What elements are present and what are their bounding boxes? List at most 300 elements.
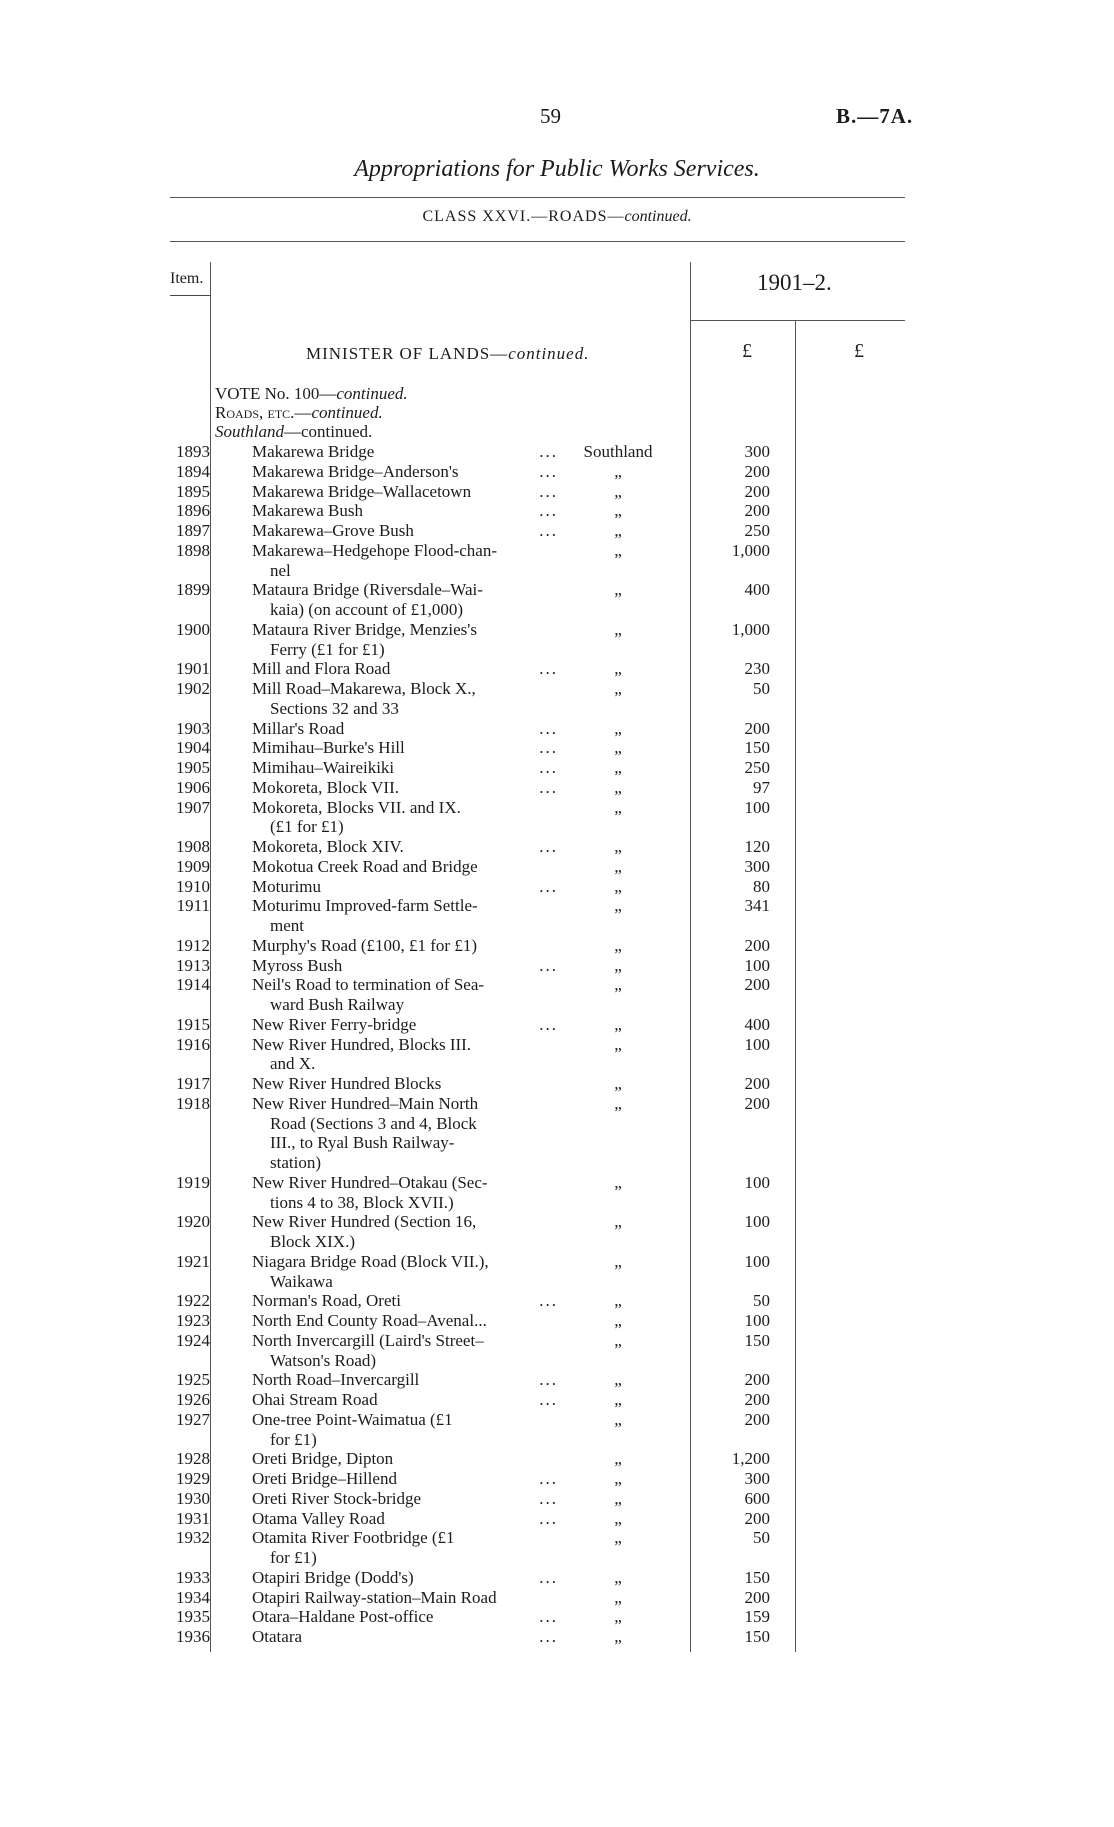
pound-column-header-1: £ xyxy=(742,340,752,362)
item-description xyxy=(252,1449,562,1469)
description-text: Mimihau–Burke's Hill xyxy=(252,738,405,758)
document-reference: B.—7A. xyxy=(836,104,914,128)
amount: 200 xyxy=(744,501,770,521)
district: „ xyxy=(614,1488,622,1508)
description-text: Ohai Stream Road xyxy=(252,1390,378,1409)
item-number: 1908 xyxy=(176,837,210,856)
item-number: 1901 xyxy=(176,659,210,679)
description-text: Mokoreta, Block VII. xyxy=(252,777,399,797)
leader-dots: ... xyxy=(539,481,558,501)
table-row xyxy=(160,1311,780,1331)
description-text: Otapiri Railway-station–Main Road xyxy=(252,1587,497,1607)
description-continuation: (£1 for £1) xyxy=(270,817,344,837)
description-line xyxy=(252,1370,562,1390)
description-line xyxy=(252,1627,562,1647)
district: „ xyxy=(614,718,622,738)
description-text: Otatara xyxy=(252,1627,303,1646)
item-number: 1922 xyxy=(176,1291,210,1311)
district: „ xyxy=(614,1449,622,1469)
item-description xyxy=(252,778,562,798)
leader-dots: ... xyxy=(539,1627,558,1646)
item-number: 1931 xyxy=(176,1508,210,1528)
item-description xyxy=(252,975,562,1015)
table-row xyxy=(160,1291,780,1311)
table-row xyxy=(160,482,780,502)
district: „ xyxy=(614,777,622,797)
amount: 97 xyxy=(753,777,770,797)
description-line xyxy=(252,541,562,561)
item-number: 1919 xyxy=(176,1172,210,1192)
table-row xyxy=(160,1509,780,1529)
amount: 1,000 xyxy=(731,540,770,560)
item-description xyxy=(252,719,562,739)
district: „ xyxy=(614,1390,622,1409)
description-line xyxy=(252,837,562,857)
description-text: North End County Road–Avenal... xyxy=(252,1311,487,1330)
item-number: 1905 xyxy=(176,758,210,777)
leader-dots: ... xyxy=(539,1469,558,1488)
item-description xyxy=(252,1311,562,1331)
description-text: Niagara Bridge Road (Block VII.), xyxy=(252,1251,489,1271)
vote-heading: VOTE No. 100—continued. xyxy=(215,384,408,403)
table-row xyxy=(160,1588,780,1608)
amount: 200 xyxy=(744,1587,770,1607)
item-number: 1914 xyxy=(176,975,210,995)
leader-dots: ... xyxy=(539,1370,558,1390)
leader-dots: ... xyxy=(539,837,558,856)
description-line xyxy=(252,896,562,916)
table-row xyxy=(160,1035,780,1075)
description-text: Oreti River Stock-bridge xyxy=(252,1488,422,1508)
amount: 200 xyxy=(744,461,770,481)
description-line xyxy=(252,1449,562,1469)
item-number: 1934 xyxy=(176,1587,210,1607)
table-row xyxy=(160,1528,780,1568)
item-description xyxy=(252,1607,562,1627)
description-continuation: Road (Sections 3 and 4, Block xyxy=(270,1113,477,1133)
description-continuation: Sections 32 and 33 xyxy=(270,698,399,718)
year-column-header: 1901–2. xyxy=(757,270,832,295)
description-line xyxy=(252,1469,562,1489)
description-line xyxy=(252,679,562,699)
description-text: Millar's Road xyxy=(252,718,345,738)
description-text: Mokoreta, Blocks VII. and IX. xyxy=(252,797,461,817)
item-description xyxy=(252,1528,562,1568)
amount: 150 xyxy=(744,1627,770,1646)
table-row xyxy=(160,679,780,719)
table-row xyxy=(160,1410,780,1450)
amount: 230 xyxy=(744,659,770,679)
amount: 600 xyxy=(744,1488,770,1508)
description-line xyxy=(252,738,562,758)
item-number: 1927 xyxy=(176,1409,210,1429)
amount: 1,200 xyxy=(731,1449,770,1469)
table-row xyxy=(160,778,780,798)
table-row xyxy=(160,956,780,976)
leader-dots: ... xyxy=(539,876,558,896)
description-text: Makarewa–Hedgehope Flood-chan- xyxy=(252,540,497,560)
description-text: Makarewa Bush xyxy=(252,501,363,521)
amount: 200 xyxy=(744,1074,770,1093)
item-header-underline xyxy=(170,295,210,296)
description-line xyxy=(252,1568,562,1588)
description-line xyxy=(252,1528,562,1548)
item-number: 1910 xyxy=(176,876,210,896)
description-text: Otara–Haldane Post-office xyxy=(252,1607,434,1627)
leader-dots: ... xyxy=(539,659,558,679)
table-row xyxy=(160,738,780,758)
region-heading: Southland—continued. xyxy=(215,422,373,441)
table-row xyxy=(160,541,780,581)
amount: 400 xyxy=(744,580,770,600)
leader-dots: ... xyxy=(539,521,558,540)
class-heading: CLASS XXVI.—ROADS—continued. xyxy=(422,208,692,225)
district: „ xyxy=(614,1330,622,1350)
description-continuation: and X. xyxy=(270,1054,316,1074)
item-description xyxy=(252,1390,562,1410)
amount: 200 xyxy=(744,1390,770,1409)
description-line xyxy=(252,1212,562,1232)
description-continuation: Watson's Road) xyxy=(270,1350,377,1370)
table-row xyxy=(160,1094,780,1173)
amount: 300 xyxy=(744,442,770,461)
item-number: 1893 xyxy=(176,442,210,461)
table-row xyxy=(160,1252,780,1292)
description-text: Oreti Bridge, Dipton xyxy=(252,1449,394,1469)
district: „ xyxy=(614,837,622,856)
item-number: 1911 xyxy=(176,896,210,916)
item-number: 1903 xyxy=(176,718,210,738)
amount: 200 xyxy=(744,718,770,738)
leader-dots: ... xyxy=(539,955,558,975)
class-heading-rule xyxy=(170,241,905,242)
district: „ xyxy=(614,1607,622,1627)
item-description xyxy=(252,659,562,679)
amount: 200 xyxy=(744,1370,770,1390)
table-row xyxy=(160,1390,780,1410)
item-description xyxy=(252,620,562,660)
amount: 50 xyxy=(753,679,770,698)
year-header-rule xyxy=(690,320,905,321)
amount: 200 xyxy=(744,1508,770,1528)
table-row xyxy=(160,1469,780,1489)
amount: 100 xyxy=(744,1034,770,1054)
table-row xyxy=(160,1607,780,1627)
amount: 159 xyxy=(744,1607,770,1627)
district: „ xyxy=(614,1034,622,1054)
amount: 100 xyxy=(744,1311,770,1330)
item-description xyxy=(252,798,562,838)
district: „ xyxy=(614,1409,622,1429)
description-text: New River Ferry-bridge xyxy=(252,1014,417,1034)
district: „ xyxy=(614,1370,622,1390)
description-line xyxy=(252,659,562,679)
district: „ xyxy=(614,1627,622,1646)
table-row xyxy=(160,1627,780,1647)
description-text: New River Hundred (Section 16, xyxy=(252,1212,477,1232)
item-description xyxy=(252,521,562,541)
item-description xyxy=(252,1568,562,1588)
item-number: 1926 xyxy=(176,1390,210,1409)
amount: 200 xyxy=(744,481,770,501)
description-text: Makarewa Bridge–Wallacetown xyxy=(252,481,472,501)
district: Southland xyxy=(583,442,653,461)
item-number: 1916 xyxy=(176,1034,210,1054)
table-row xyxy=(160,837,780,857)
description-text: New River Hundred Blocks xyxy=(252,1074,442,1093)
item-number: 1936 xyxy=(176,1627,210,1646)
item-description xyxy=(252,1331,562,1371)
amount: 50 xyxy=(753,1528,770,1548)
description-text: North Invercargill (Laird's Street– xyxy=(252,1330,484,1350)
description-text: Otapiri Bridge (Dodd's) xyxy=(252,1567,414,1587)
district: „ xyxy=(614,1567,622,1587)
description-text: Mokotua Creek Road and Bridge xyxy=(252,856,478,876)
table-row xyxy=(160,877,780,897)
description-line xyxy=(252,956,562,976)
item-number: 1904 xyxy=(176,738,210,758)
description-continuation: kaia) (on account of £1,000) xyxy=(270,600,464,619)
district: „ xyxy=(614,1014,622,1034)
district: „ xyxy=(614,975,622,995)
description-text: North Road–Invercargill xyxy=(252,1370,420,1390)
table-row xyxy=(160,936,780,956)
item-number: 1894 xyxy=(176,461,210,481)
item-number: 1929 xyxy=(176,1469,210,1488)
item-description xyxy=(252,580,562,620)
description-line xyxy=(252,620,562,640)
minister-heading: MINISTER OF LANDS—continued. xyxy=(306,344,590,363)
table-row xyxy=(160,462,780,482)
description-text: Mimihau–Waireikiki xyxy=(252,758,395,777)
district: „ xyxy=(614,1251,622,1271)
table-row xyxy=(160,521,780,541)
item-number: 1933 xyxy=(176,1567,210,1587)
leader-dots: ... xyxy=(539,1607,558,1627)
item-number: 1895 xyxy=(176,481,210,501)
item-description xyxy=(252,896,562,936)
table-row xyxy=(160,501,780,521)
amount: 200 xyxy=(744,1409,770,1429)
item-description xyxy=(252,837,562,857)
description-text: Moturimu xyxy=(252,876,321,896)
description-line xyxy=(252,857,562,877)
district: „ xyxy=(614,955,622,975)
description-text: New River Hundred–Otakau (Sec- xyxy=(252,1172,488,1192)
description-continuation: station) xyxy=(270,1153,321,1172)
table-row xyxy=(160,580,780,620)
district: „ xyxy=(614,501,622,521)
table-row xyxy=(160,620,780,660)
item-description xyxy=(252,1212,562,1252)
description-line xyxy=(252,1015,562,1035)
leader-dots: ... xyxy=(539,1508,558,1528)
description-text: Mokoreta, Block XIV. xyxy=(252,837,404,856)
description-text: Otamita River Footbridge (£1 xyxy=(252,1528,455,1548)
description-line xyxy=(252,1094,562,1114)
description-line xyxy=(252,936,562,956)
table-row xyxy=(160,1173,780,1213)
item-description xyxy=(252,738,562,758)
amount: 120 xyxy=(744,837,770,856)
description-line xyxy=(252,462,562,482)
description-text: New River Hundred, Blocks III. xyxy=(252,1034,472,1054)
item-number: 1900 xyxy=(176,619,210,639)
district: „ xyxy=(614,540,622,560)
item-number: 1915 xyxy=(176,1014,210,1034)
item-description xyxy=(252,936,562,956)
item-number: 1925 xyxy=(176,1370,210,1390)
description-line xyxy=(252,580,562,600)
description-line xyxy=(252,521,562,541)
district: „ xyxy=(614,580,622,600)
district: „ xyxy=(614,521,622,540)
description-line xyxy=(252,1291,562,1311)
item-number: 1912 xyxy=(176,935,210,955)
table-row xyxy=(160,896,780,936)
description-line xyxy=(252,1390,562,1410)
description-text: Otama Valley Road xyxy=(252,1508,385,1528)
description-line xyxy=(252,1331,562,1351)
leader-dots: ... xyxy=(539,738,558,758)
description-line xyxy=(252,1035,562,1055)
description-continuation: ment xyxy=(270,916,304,935)
amount: 150 xyxy=(744,1330,770,1350)
district: „ xyxy=(614,758,622,777)
item-description xyxy=(252,482,562,502)
district: „ xyxy=(614,797,622,817)
description-line xyxy=(252,719,562,739)
item-description xyxy=(252,1588,562,1608)
item-column-header: Item. xyxy=(170,270,204,287)
amount: 100 xyxy=(744,955,770,975)
description-text: Mataura River Bridge, Menzies's xyxy=(252,619,477,639)
item-number: 1899 xyxy=(176,580,210,600)
description-text: Oreti Bridge–Hillend xyxy=(252,1469,397,1488)
description-continuation: Ferry (£1 for £1) xyxy=(270,639,385,659)
table-row xyxy=(160,1212,780,1252)
page-number: 59 xyxy=(540,104,561,128)
item-description xyxy=(252,1173,562,1213)
item-number: 1907 xyxy=(176,797,210,817)
description-line xyxy=(252,798,562,818)
item-description xyxy=(252,1509,562,1529)
description-text: New River Hundred–Main North xyxy=(252,1093,479,1113)
leader-dots: ... xyxy=(539,1291,558,1311)
amount: 200 xyxy=(744,1093,770,1113)
title-rule xyxy=(170,197,905,198)
description-continuation: III., to Ryal Bush Railway- xyxy=(270,1133,455,1153)
district: „ xyxy=(614,1172,622,1192)
item-number: 1897 xyxy=(176,521,210,540)
district: „ xyxy=(614,856,622,876)
description-text: Makarewa–Grove Bush xyxy=(252,521,414,540)
leader-dots: ... xyxy=(539,758,558,777)
district: „ xyxy=(614,481,622,501)
district: „ xyxy=(614,1311,622,1330)
district: „ xyxy=(614,1508,622,1528)
table-row xyxy=(160,1331,780,1371)
pound-column-header-2: £ xyxy=(854,340,864,362)
item-number: 1932 xyxy=(176,1528,210,1548)
appropriation-items-table xyxy=(160,442,780,1647)
description-line xyxy=(252,1588,562,1608)
district: „ xyxy=(614,1212,622,1232)
item-description xyxy=(252,1015,562,1035)
description-line xyxy=(252,1509,562,1529)
item-description xyxy=(252,1627,562,1647)
item-number: 1917 xyxy=(176,1074,210,1093)
amount: 100 xyxy=(744,1251,770,1271)
amount: 150 xyxy=(744,738,770,758)
description-continuation: ward Bush Railway xyxy=(270,995,405,1014)
district: „ xyxy=(614,896,622,916)
amount: 80 xyxy=(753,876,770,896)
table-row xyxy=(160,1568,780,1588)
leader-dots: ... xyxy=(539,1567,558,1587)
district: „ xyxy=(614,1093,622,1113)
description-line xyxy=(252,1252,562,1272)
leader-dots: ... xyxy=(539,1488,558,1508)
district: „ xyxy=(614,935,622,955)
description-text: Murphy's Road (£100, £1 for £1) xyxy=(252,935,477,955)
description-continuation: Block XIX.) xyxy=(270,1232,355,1251)
description-text: Mill and Flora Road xyxy=(252,659,391,679)
item-description xyxy=(252,1469,562,1489)
description-continuation: Waikawa xyxy=(270,1271,333,1291)
document-title: Appropriations for Public Works Services. xyxy=(354,156,760,182)
item-number: 1928 xyxy=(176,1449,210,1469)
description-line xyxy=(252,1311,562,1331)
leader-dots: ... xyxy=(539,442,558,461)
item-number: 1921 xyxy=(176,1251,210,1271)
item-number: 1902 xyxy=(176,679,210,698)
district: „ xyxy=(614,876,622,896)
amount-column-rule xyxy=(795,320,796,1652)
district: „ xyxy=(614,738,622,758)
description-text: Norman's Road, Oreti xyxy=(252,1291,401,1311)
item-description xyxy=(252,1252,562,1292)
description-line xyxy=(252,1489,562,1509)
amount: 100 xyxy=(744,1172,770,1192)
item-description xyxy=(252,1410,562,1450)
description-continuation: tions 4 to 38, Block XVII.) xyxy=(270,1192,454,1212)
item-number: 1898 xyxy=(176,540,210,560)
table-row xyxy=(160,1074,780,1094)
item-description xyxy=(252,1291,562,1311)
table-row xyxy=(160,975,780,1015)
item-number: 1896 xyxy=(176,501,210,521)
table-row xyxy=(160,1449,780,1469)
description-text: Makarewa Bridge–Anderson's xyxy=(252,461,459,481)
item-description xyxy=(252,462,562,482)
roads-heading: Roads, etc.—continued. xyxy=(215,403,383,422)
item-number: 1923 xyxy=(176,1311,210,1330)
table-row xyxy=(160,1489,780,1509)
item-description xyxy=(252,442,562,462)
leader-dots: ... xyxy=(539,718,558,738)
table-row xyxy=(160,798,780,838)
description-text: One-tree Point-Waimatua (£1 xyxy=(252,1409,453,1429)
district: „ xyxy=(614,1587,622,1607)
district: „ xyxy=(614,619,622,639)
amount: 341 xyxy=(744,896,770,916)
amount: 250 xyxy=(744,758,770,777)
item-description xyxy=(252,1035,562,1075)
amount: 400 xyxy=(744,1014,770,1034)
table-row xyxy=(160,1370,780,1390)
description-line xyxy=(252,501,562,521)
